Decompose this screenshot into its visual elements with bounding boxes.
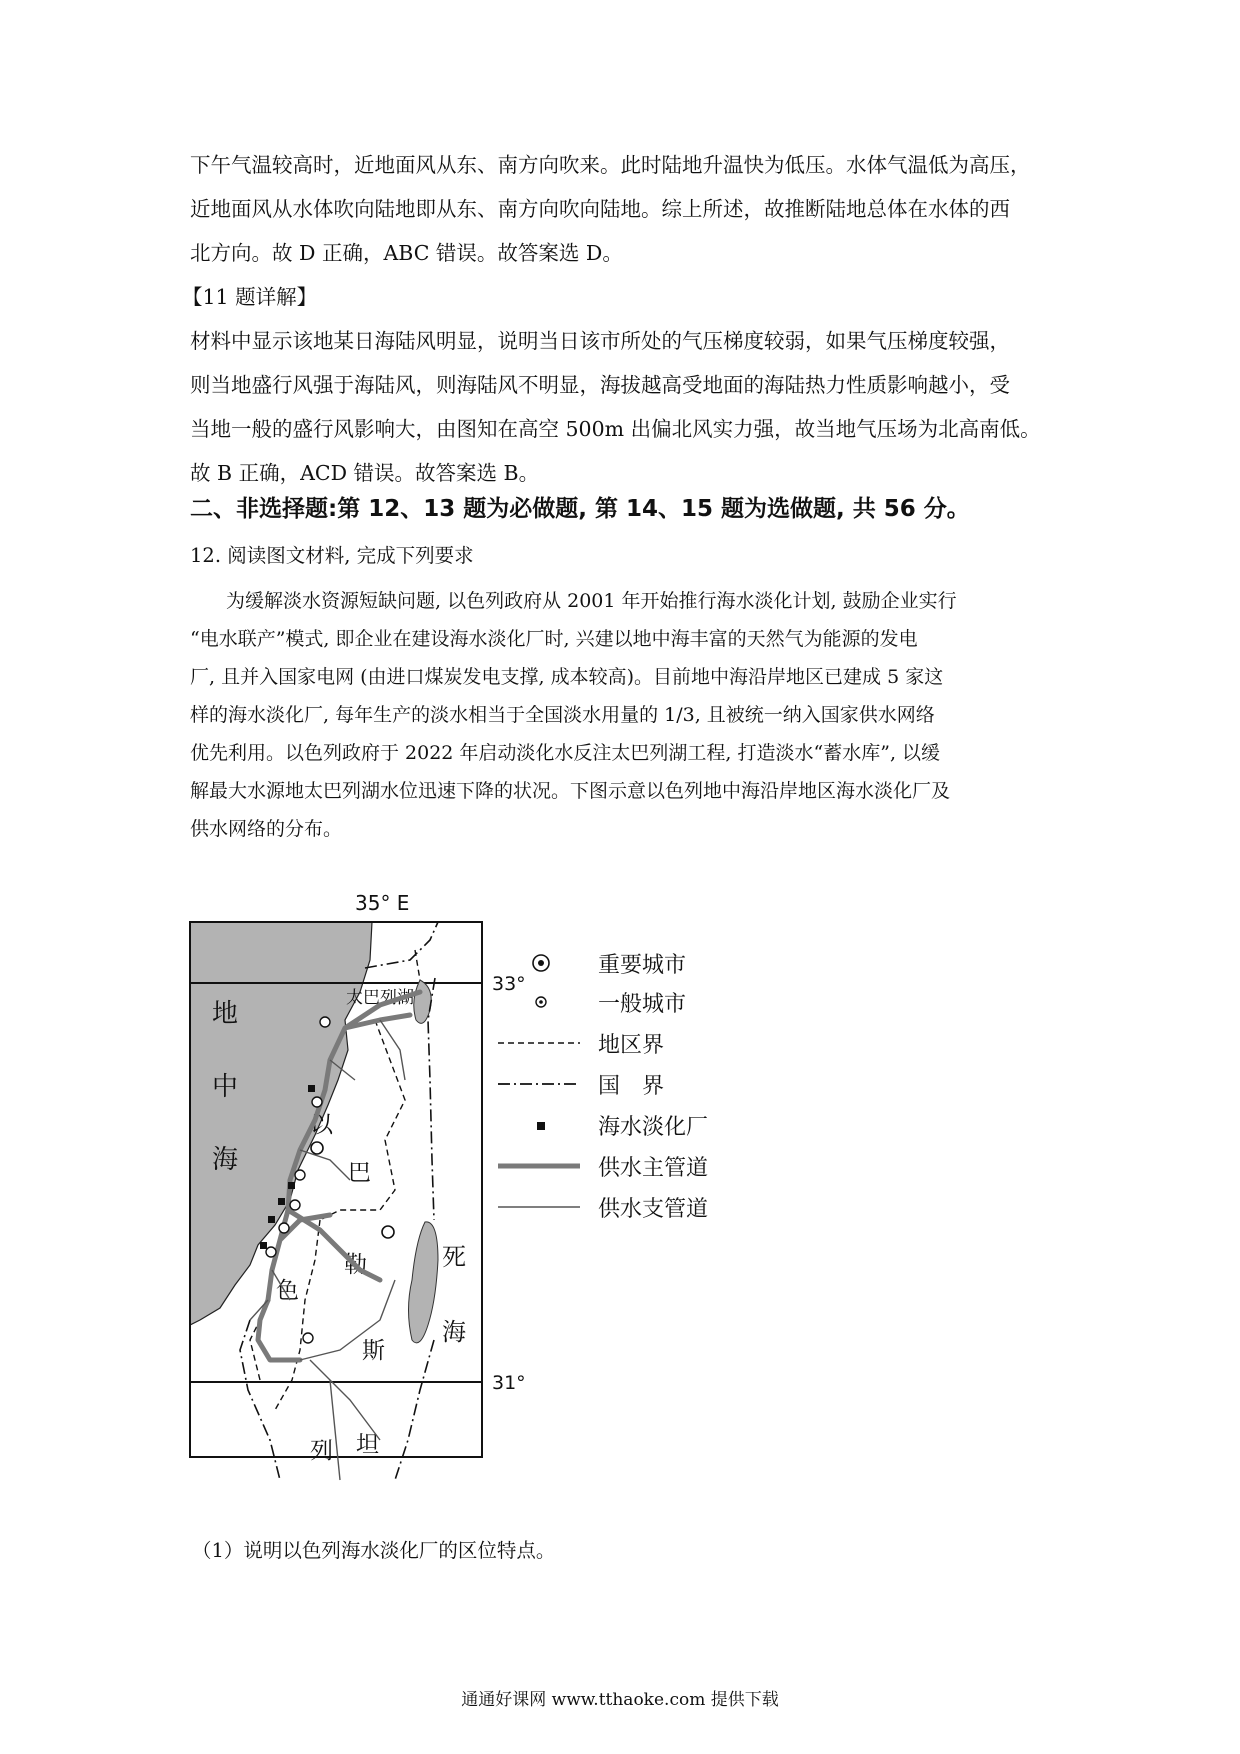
city-marker: [279, 1223, 289, 1233]
sub-question-1: （1）说明以色列海水淡化厂的区位特点。: [192, 1539, 556, 1562]
text-line: 供水网络的分布。: [190, 818, 343, 840]
page-footer: 通通好课网 www.tthaoke.com 提供下载: [461, 1690, 779, 1710]
section-heading: 二、非选择题:第 12、13 题为必做题, 第 14、15 题为选做题, 共 56 分。: [190, 496, 970, 522]
text-line: “电水联产”模式, 即企业在建设海水淡化厂时, 兴建以地中海丰富的天然气为能源的发电: [190, 628, 918, 650]
desalination-plant-marker: [288, 1182, 295, 1189]
desalination-plant-marker: [260, 1242, 267, 1249]
city-marker: [312, 1097, 322, 1107]
question-12-prompt: 12. 阅读图文材料, 完成下列要求: [190, 544, 474, 567]
dead-sea-label: 死: [442, 1243, 466, 1271]
city-marker: [266, 1247, 276, 1257]
legend-label: 国 界: [598, 1074, 665, 1099]
legend-item-desalination-plant: [537, 1115, 708, 1140]
major-city-marker: [311, 1142, 323, 1154]
legend-label: 供水主管道: [598, 1156, 709, 1181]
city-marker: [290, 1200, 300, 1210]
israel-label: 以: [310, 1112, 333, 1138]
text-line: 当地一般的盛行风影响大，由图知在高空 500m 出偏北风实力强，故当地气压场为北高南低。: [190, 417, 1041, 441]
israel-label: 色: [276, 1278, 299, 1304]
sea-label: 海: [212, 1145, 239, 1175]
legend-item-city: [536, 992, 686, 1017]
latitude-33-label: 33°: [492, 973, 526, 995]
text-line: 厂, 且并入国家电网 (由进口煤炭发电支撑, 成本较高)。目前地中海沿岸地区已建成 5 家这: [190, 666, 944, 688]
text-line: 优先利用。以色列政府于 2022 年启动淡化水反注太巴列湖工程, 打造淡水“蓄水库”, 以缓: [190, 742, 941, 764]
legend-label: 供水支管道: [598, 1197, 709, 1222]
major-city-marker: [382, 1226, 394, 1238]
city-marker: [303, 1333, 313, 1343]
palestine-label: 勒: [344, 1252, 367, 1278]
q11-title: 【11 题详解】: [182, 285, 318, 309]
desalination-plant-marker: [308, 1085, 315, 1092]
israel-map-figure: [180, 880, 860, 1530]
text-line: 则当地盛行风强于海陆风，则海陆风不明显，海拔越高受地面的海陆热力性质影响越小，受: [190, 373, 1010, 397]
map-legend: [498, 953, 708, 1222]
palestine-label: 坦: [356, 1432, 379, 1458]
legend-label: 重要城市: [598, 953, 687, 978]
legend-item-branch-pipeline: [498, 1197, 708, 1222]
desalination-plant-marker: [268, 1216, 275, 1223]
text-line: 近地面风从水体吹向陆地即从东、南方向吹向陆地。综上所述，故推断陆地总体在水体的西: [190, 197, 1010, 221]
legend-item-major-city: [533, 953, 686, 978]
palestine-label: 斯: [362, 1338, 385, 1364]
israel-label: 列: [310, 1438, 333, 1464]
legend-item-national-boundary: [498, 1074, 664, 1099]
prev-answer-paragraph: [190, 143, 1060, 275]
longitude-label: 35° E: [355, 891, 410, 915]
city-marker: [320, 1017, 330, 1027]
dead-sea: [409, 1222, 439, 1343]
latitude-31-label: 31°: [492, 1372, 526, 1394]
sea-label: 中: [212, 1072, 239, 1102]
legend-label: 海水淡化厂: [598, 1115, 709, 1140]
legend-label: 一般城市: [598, 992, 687, 1017]
text-line: 材料中显示该地某日海陆风明显，说明当日该市所处的气压梯度较弱，如果气压梯度较强，: [190, 329, 1010, 353]
legend-item-main-pipeline: [498, 1156, 708, 1181]
q11-explanation: [182, 275, 1060, 495]
text-line: 故 B 正确，ACD 错误。故答案选 B。: [190, 461, 540, 485]
dead-sea-label: 海: [442, 1318, 466, 1346]
question-12-material: [190, 582, 1060, 848]
desalination-plant-marker: [278, 1198, 285, 1205]
legend-item-region-boundary: [498, 1033, 664, 1058]
text-line: 解最大水源地太巴列湖水位迅速下降的状况。下图示意以色列地中海沿岸地区海水淡化厂及: [190, 780, 951, 802]
legend-label: 地区界: [598, 1033, 665, 1058]
text-line: 北方向。故 D 正确，ABC 错误。故答案选 D。: [190, 241, 623, 265]
text-line: 下午气温较高时，近地面风从东、南方向吹来。此时陆地升温快为低压。水体气温低为高压，: [190, 153, 1031, 177]
lake-label: 太巴列湖: [346, 988, 414, 1008]
major-city-markers: [311, 1142, 394, 1238]
city-marker: [295, 1170, 305, 1180]
palestine-label: 巴: [348, 1160, 371, 1186]
sea-label: 地: [212, 999, 239, 1029]
text-line: 样的海水淡化厂, 每年生产的淡水相当于全国淡水用量的 1/3, 且被统一纳入国家供水网络: [190, 704, 935, 726]
text-line: 为缓解淡水资源短缺问题, 以色列政府从 2001 年开始推行海水淡化计划, 鼓励企业实行: [226, 590, 957, 612]
